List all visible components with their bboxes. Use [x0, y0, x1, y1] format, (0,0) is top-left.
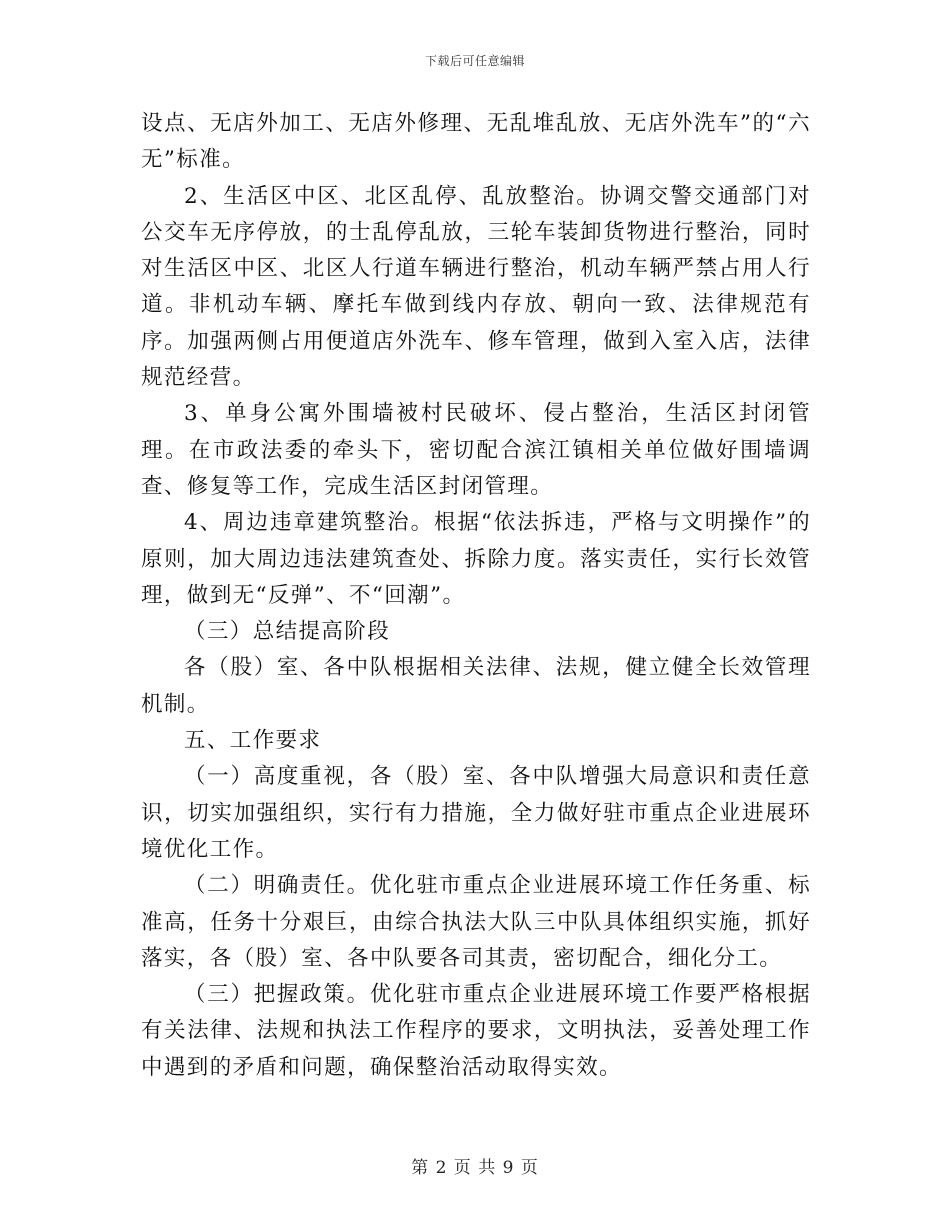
paragraph-item-3: 3、单身公寓外围墙被村民破坏、侵占整治，生活区封闭管理。在市政法委的牵头下，密切配合滨江镇相关单位做好围墙调查、修复等工作，完成生活区封闭管理。: [141, 401, 811, 499]
paragraph-item-4: 4、周边违章建筑整治。根据“依法拆违，严格与文明操作”的原则，加大周边违法建筑查处、拆除力度。落实责任，实行长效管理，做到无“反弹”、不“回潮”。: [141, 510, 811, 608]
page-header: 下载后可任意编辑: [424, 54, 525, 68]
paragraph-requirement-3: （三）把握政策。优化驻市重点企业进展环境工作要严格根据有关法律、法规和执法工作程序的要求，文明执法，妥善处理工作中遇到的矛盾和问题，确保整治活动取得实效。: [141, 982, 811, 1080]
document-body: [141, 106, 811, 1086]
paragraph-summary: 各（股）室、各中队根据相关法律、法规，健立健全长效管理机制。: [141, 655, 811, 717]
paragraph-item-2: 2、生活区中区、北区乱停、乱放整治。协调交警交通部门对公交车无序停放，的士乱停乱放，三轮车装卸货物进行整治，同时对生活区中区、北区人行道车辆进行整治，机动车辆严禁占用人行道。非机动车辆、摩托车做到线内存放、朝向一致、法律规范有序。加强两侧占用便道店外洗车、修车管理，做到入室入店，法律规范经营。: [141, 183, 811, 391]
section-heading-requirements: 五、工作要求: [184, 728, 322, 754]
paragraph-continuation: 设点、无店外加工、无店外修理、无乱堆乱放、无店外洗车”的“六无”标准。: [141, 111, 811, 173]
paragraph-requirement-1: （一）高度重视，各（股）室、各中队增强大局意识和责任意识，切实加强组织，实行有力措施，全力做好驻市重点企业进展环境优化工作。: [141, 764, 811, 862]
section-heading-summary: （三）总结提高阶段: [184, 619, 391, 645]
page-footer: 第 2 页 共 9 页: [411, 1158, 539, 1178]
paragraph-requirement-2: （二）明确责任。优化驻市重点企业进展环境工作任务重、标准高，任务十分艰巨，由综合执法大队三中队具体组织实施，抓好落实，各（股）室、各中队要各司其责，密切配合，细化分工。: [141, 873, 811, 971]
